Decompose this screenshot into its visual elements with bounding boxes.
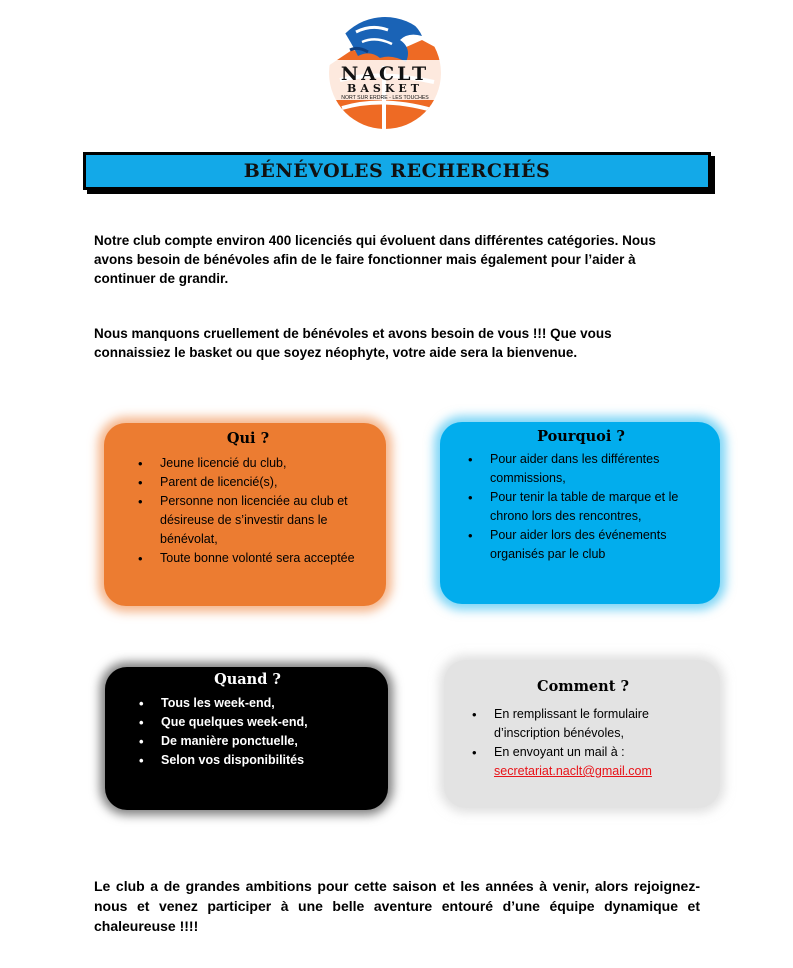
club-logo xyxy=(322,10,448,136)
page-title: BÉNÉVOLES RECHERCHÉS xyxy=(243,160,551,182)
card-qui xyxy=(104,423,386,606)
list-item: • De manière ponctuelle, xyxy=(121,732,374,751)
email-link[interactable]: secretariat.naclt@gmail.com xyxy=(494,764,652,778)
list-item: • En remplissant le formulaire d’inscription bénévoles, xyxy=(458,705,708,743)
list-item: • Pour tenir la table de marque et le chrono lors des rencontres, xyxy=(454,488,708,526)
list-item: • Selon vos disponibilités xyxy=(121,751,374,770)
card-qui-title: Qui ? xyxy=(226,430,270,447)
list-item: • Pour aider lors des événements organisés par le club xyxy=(454,526,708,564)
card-comment-list xyxy=(458,705,708,781)
list-item: • Que quelques week-end, xyxy=(121,713,374,732)
list-item-text: En envoyant un mail à : xyxy=(494,745,625,759)
card-pourquoi xyxy=(440,422,720,604)
list-item: • Personne non licenciée au club et désireuse de s’investir dans le bénévolat, xyxy=(124,492,372,549)
list-item: • Toute bonne volonté sera acceptée xyxy=(124,549,372,568)
card-qui-list xyxy=(124,454,372,568)
card-pourquoi-title: Pourquoi ? xyxy=(537,428,625,445)
list-item: • Pour aider dans les différentes commissions, xyxy=(454,450,708,488)
card-quand-title: Quand ? xyxy=(214,671,281,688)
svg-text:NORT SUR ERDRE - LES TOUCHES: NORT SUR ERDRE - LES TOUCHES xyxy=(341,95,429,101)
list-item: • Parent de licencié(s), xyxy=(124,473,372,492)
list-item: • Tous les week-end, xyxy=(121,694,374,713)
svg-text:BASKET: BASKET xyxy=(347,82,423,95)
intro-paragraph-2: Nous manquons cruellement de bénévoles et avons besoin de vous !!! Que vous connaissiez le basket ou que soyez néophyte, votre aide sera la bienvenue. xyxy=(94,326,612,360)
closing-paragraph: Le club a de grandes ambitions pour cette saison et les années à venir, alors rejoignez-nous et venez participer à une belle aventure entouré d’une équipe dynamique et chaleureuse !!!! xyxy=(94,878,700,934)
list-item: • Jeune licencié du club, xyxy=(124,454,372,473)
card-pourquoi-list xyxy=(454,450,708,564)
svg-text:NACLT: NACLT xyxy=(340,63,430,85)
card-comment xyxy=(444,660,720,808)
list-item xyxy=(458,743,708,781)
intro-paragraph-1: Notre club compte environ 400 licenciés qui évoluent dans différentes catégories. Nous avons besoin de bénévoles afin de le faire fonctionner mais également pour l’aider à continuer de grandir. xyxy=(94,233,656,286)
title-banner xyxy=(83,152,711,190)
card-quand-list xyxy=(121,694,374,770)
card-quand xyxy=(105,667,388,810)
card-comment-title: Comment ? xyxy=(537,678,629,695)
